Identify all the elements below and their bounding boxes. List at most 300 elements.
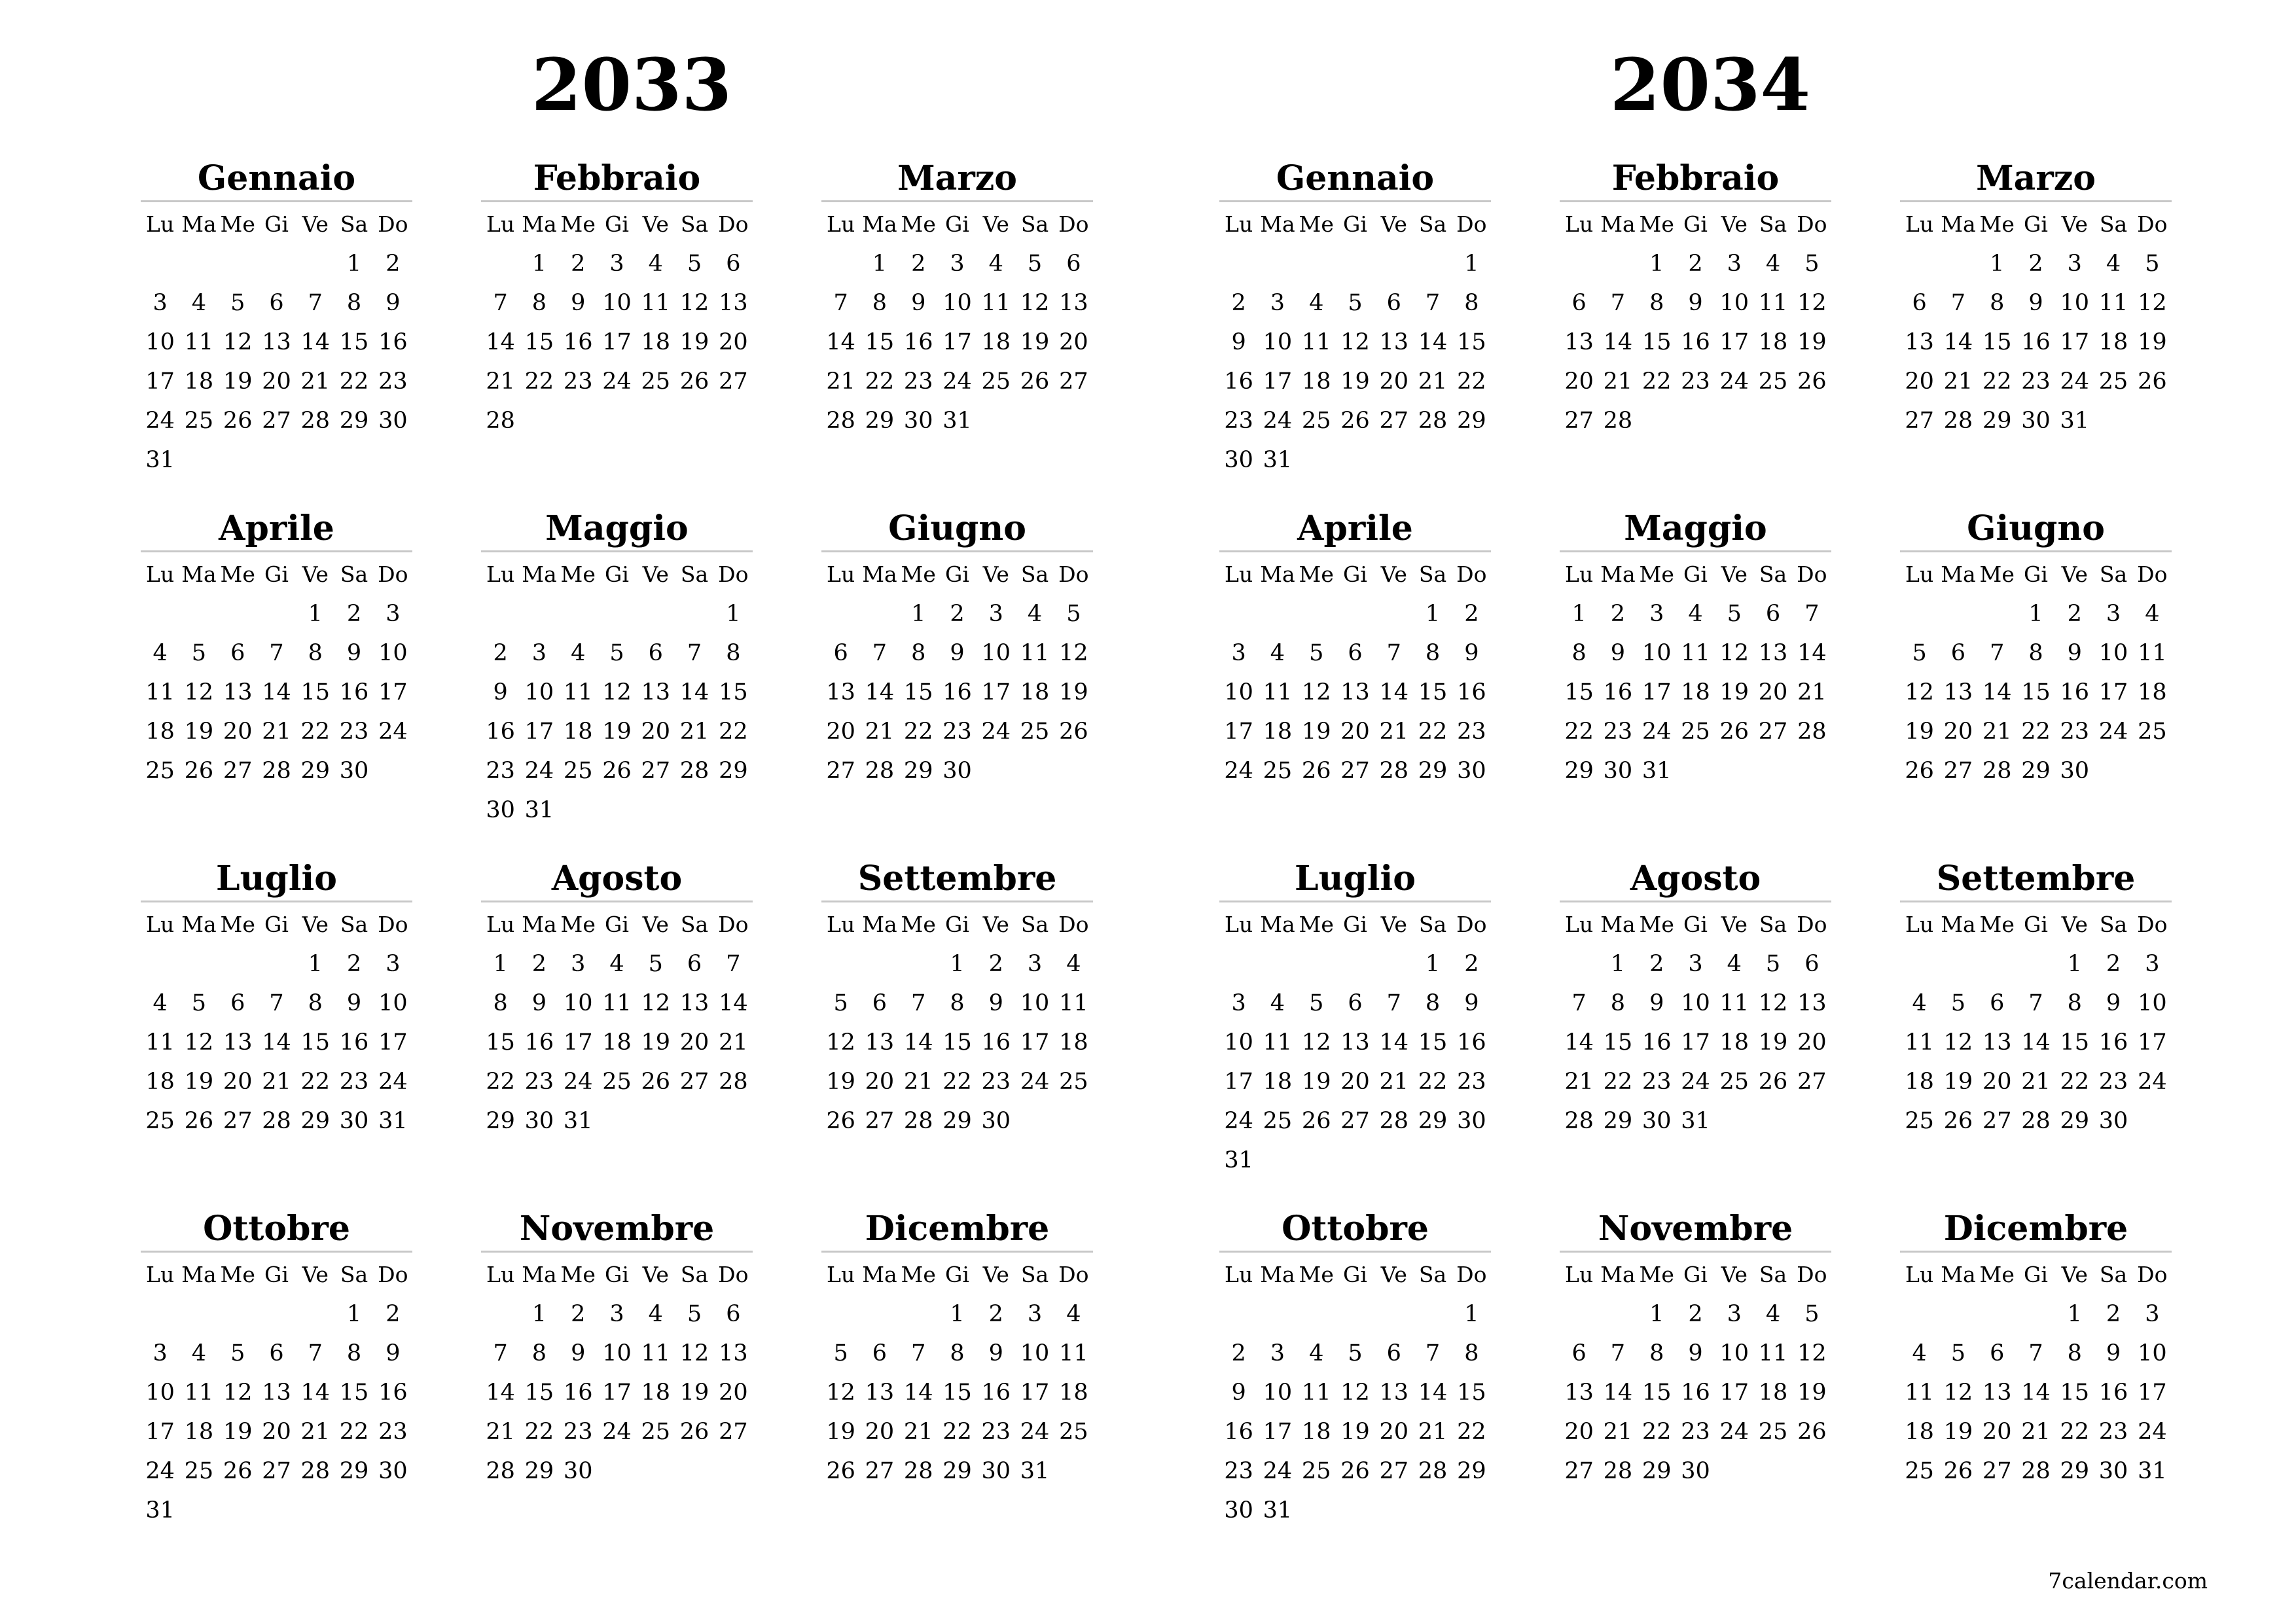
empty-day-cell — [219, 594, 257, 633]
day-cell: 23 — [1224, 1458, 1253, 1484]
day-cell: 15 — [300, 679, 331, 705]
month-calendar — [1900, 507, 2172, 791]
day-cell: 20 — [865, 1069, 895, 1095]
month-day-grid — [481, 1255, 753, 1491]
day-cell: 6 — [230, 640, 245, 666]
day-cell: 5 — [1348, 1340, 1363, 1366]
empty-day-cell — [1374, 244, 1413, 283]
weekday-header: Gi — [605, 912, 629, 937]
day-cell: 25 — [184, 1458, 214, 1484]
weekday-header: Ma — [1600, 211, 1636, 237]
day-cell: 3 — [386, 951, 401, 977]
weekday-header: Ve — [1721, 912, 1748, 937]
day-cell: 12 — [1943, 1029, 1973, 1056]
day-cell: 18 — [1905, 1419, 1934, 1445]
empty-day-cell — [1219, 244, 1258, 283]
day-cell: 20 — [262, 1419, 291, 1445]
day-cell: 1 — [1425, 601, 1441, 627]
day-cell: 2 — [346, 601, 362, 627]
empty-day-cell — [1413, 244, 1452, 283]
day-cell: 2 — [571, 1301, 586, 1327]
day-cell: 25 — [1020, 719, 1050, 745]
day-cell: 4 — [988, 251, 1003, 277]
day-cell: 9 — [1464, 640, 1479, 666]
day-cell: 23 — [339, 1069, 369, 1095]
weekday-header: Sa — [1020, 211, 1049, 237]
day-cell: 29 — [339, 1458, 369, 1484]
day-cell: 13 — [865, 1029, 895, 1056]
day-cell: 14 — [903, 1029, 933, 1056]
day-cell: 30 — [486, 797, 515, 823]
empty-day-cell — [1900, 244, 1939, 283]
day-cell: 11 — [1681, 640, 1710, 666]
empty-day-cell — [2017, 944, 2055, 984]
day-cell: 4 — [1688, 601, 1703, 627]
empty-day-cell — [821, 594, 860, 633]
empty-day-cell — [1900, 944, 1939, 984]
day-cell: 17 — [2138, 1029, 2167, 1056]
day-cell: 21 — [1379, 1069, 1409, 1095]
weekday-header: Ve — [642, 1262, 669, 1287]
day-cell: 6 — [872, 1340, 888, 1366]
day-cell: 10 — [1224, 679, 1253, 705]
day-cell: 6 — [648, 640, 663, 666]
day-cell: 3 — [1270, 1340, 1285, 1366]
day-cell: 7 — [269, 990, 284, 1016]
day-cell: 10 — [2138, 1340, 2167, 1366]
weekday-header: Me — [220, 562, 255, 587]
day-cell: 16 — [378, 1380, 408, 1406]
day-cell: 11 — [1059, 990, 1088, 1016]
day-cell: 7 — [1990, 640, 2005, 666]
day-cell: 16 — [339, 1029, 369, 1056]
day-cell: 16 — [2060, 679, 2090, 705]
day-cell: 31 — [563, 1108, 593, 1134]
day-cell: 4 — [191, 1340, 207, 1366]
day-cell: 3 — [2145, 951, 2160, 977]
month-calendar — [1219, 1207, 1491, 1530]
empty-day-cell — [1219, 594, 1258, 633]
day-cell: 16 — [2098, 1380, 2128, 1406]
day-cell: 17 — [524, 719, 554, 745]
day-cell: 21 — [262, 1069, 291, 1095]
day-cell: 18 — [981, 329, 1011, 355]
weekday-header: Sa — [1020, 1262, 1049, 1287]
day-cell: 1 — [531, 1301, 547, 1327]
day-cell: 28 — [719, 1069, 748, 1095]
day-cell: 5 — [609, 640, 624, 666]
month-calendar — [821, 507, 1093, 791]
day-cell: 13 — [1340, 679, 1370, 705]
weekday-header: Ve — [302, 562, 329, 587]
day-cell: 4 — [1027, 601, 1043, 627]
weekday-header: Ve — [982, 1262, 1009, 1287]
year-title: 2033 — [531, 43, 732, 127]
day-cell: 3 — [950, 251, 965, 277]
weekday-header: Ve — [2061, 912, 2088, 937]
day-cell: 19 — [184, 1069, 214, 1095]
day-cell: 24 — [2060, 368, 2090, 395]
weekday-header: Gi — [264, 562, 289, 587]
day-cell: 30 — [2060, 758, 2090, 784]
day-cell: 15 — [865, 329, 895, 355]
day-cell: 10 — [2060, 290, 2090, 316]
day-cell: 19 — [1797, 329, 1827, 355]
weekday-header: Ve — [302, 211, 329, 237]
day-cell: 8 — [1649, 290, 1664, 316]
weekday-header: Gi — [1683, 562, 1708, 587]
day-cell: 22 — [1641, 1419, 1672, 1445]
day-cell: 14 — [865, 679, 895, 705]
weekday-header: Lu — [146, 1262, 175, 1287]
day-cell: 22 — [903, 719, 933, 745]
day-cell: 23 — [2098, 1419, 2128, 1445]
day-cell: 11 — [2098, 290, 2128, 316]
empty-day-cell — [1336, 594, 1374, 633]
day-cell: 10 — [2098, 640, 2128, 666]
day-cell: 3 — [386, 601, 401, 627]
day-cell: 24 — [1263, 408, 1293, 434]
weekday-header: Do — [378, 1262, 408, 1287]
day-cell: 1 — [346, 1301, 362, 1327]
day-cell: 28 — [903, 1108, 933, 1134]
month-day-grid — [1900, 205, 2172, 440]
day-cell: 24 — [602, 1419, 632, 1445]
month-title: Dicembre — [1900, 1207, 2172, 1253]
empty-day-cell — [1219, 944, 1258, 984]
day-cell: 26 — [223, 408, 253, 434]
month-title: Novembre — [1560, 1207, 1831, 1253]
day-cell: 18 — [1758, 329, 1788, 355]
day-cell: 10 — [602, 1340, 632, 1366]
day-cell: 21 — [1603, 368, 1633, 395]
day-cell: 22 — [865, 368, 895, 395]
day-cell: 25 — [641, 368, 671, 395]
day-cell: 16 — [2021, 329, 2051, 355]
weekday-header: Ma — [1941, 912, 1976, 937]
day-cell: 16 — [563, 329, 593, 355]
weekday-header: Me — [901, 912, 936, 937]
day-cell: 11 — [1758, 1340, 1788, 1366]
day-cell: 30 — [1224, 1497, 1253, 1524]
day-cell: 28 — [1564, 1108, 1594, 1134]
weekday-header: Ma — [1941, 211, 1976, 237]
month-day-grid — [1219, 905, 1491, 1180]
day-cell: 14 — [262, 1029, 291, 1056]
day-cell: 4 — [1912, 990, 1927, 1016]
day-cell: 24 — [1020, 1069, 1050, 1095]
day-cell: 8 — [950, 990, 965, 1016]
day-cell: 15 — [339, 1380, 369, 1406]
day-cell: 4 — [609, 951, 624, 977]
month-day-grid — [821, 905, 1093, 1141]
day-cell: 25 — [145, 1108, 175, 1134]
day-cell: 14 — [300, 1380, 331, 1406]
weekday-header: Lu — [827, 562, 855, 587]
day-cell: 25 — [641, 1419, 671, 1445]
weekday-header: Me — [1299, 562, 1334, 587]
day-cell: 10 — [1224, 1029, 1253, 1056]
day-cell: 18 — [1719, 1029, 1749, 1056]
day-cell: 27 — [1905, 408, 1934, 434]
day-cell: 19 — [679, 1380, 709, 1406]
day-cell: 12 — [1797, 1340, 1827, 1366]
day-cell: 6 — [1990, 990, 2005, 1016]
weekday-header: Sa — [1759, 211, 1787, 237]
day-cell: 2 — [1649, 951, 1664, 977]
day-cell: 7 — [1804, 601, 1820, 627]
weekday-header: Me — [1979, 211, 2015, 237]
day-cell: 13 — [262, 329, 291, 355]
empty-day-cell — [179, 1294, 218, 1334]
empty-day-cell — [860, 944, 899, 984]
day-cell: 14 — [2021, 1029, 2051, 1056]
day-cell: 22 — [1418, 1069, 1448, 1095]
day-cell: 18 — [1263, 719, 1293, 745]
day-cell: 12 — [1059, 640, 1088, 666]
day-cell: 12 — [602, 679, 632, 705]
day-cell: 22 — [339, 1419, 369, 1445]
day-cell: 29 — [1564, 758, 1594, 784]
day-cell: 29 — [942, 1458, 972, 1484]
weekday-header: Lu — [1225, 1262, 1253, 1287]
day-cell: 10 — [1020, 990, 1050, 1016]
empty-day-cell — [1978, 1294, 2017, 1334]
day-cell: 14 — [1564, 1029, 1594, 1056]
empty-day-cell — [1598, 244, 1637, 283]
weekday-header: Me — [1979, 562, 2015, 587]
day-cell: 1 — [1990, 251, 2005, 277]
day-cell: 31 — [2138, 1458, 2167, 1484]
day-cell: 19 — [2138, 329, 2167, 355]
weekday-header: Do — [718, 1262, 749, 1287]
day-cell: 10 — [145, 329, 175, 355]
day-cell: 30 — [1641, 1108, 1672, 1134]
month-calendar — [1219, 857, 1491, 1180]
empty-day-cell — [257, 944, 296, 984]
day-cell: 18 — [1758, 1380, 1788, 1406]
weekday-header: Ma — [1600, 1262, 1636, 1287]
day-cell: 21 — [679, 719, 709, 745]
day-cell: 16 — [1641, 1029, 1672, 1056]
day-cell: 9 — [1231, 1380, 1246, 1406]
month-day-grid — [821, 205, 1093, 440]
month-title: Agosto — [481, 857, 753, 902]
empty-day-cell — [1374, 944, 1413, 984]
day-cell: 2 — [493, 640, 508, 666]
month-calendar — [821, 857, 1093, 1141]
weekday-header: Do — [1058, 1262, 1089, 1287]
weekday-header: Lu — [1225, 562, 1253, 587]
day-cell: 5 — [1950, 1340, 1966, 1366]
day-cell: 11 — [641, 1340, 671, 1366]
day-cell: 26 — [1020, 368, 1050, 395]
weekday-header: Lu — [1905, 912, 1934, 937]
weekday-header: Me — [560, 912, 596, 937]
weekday-header: Do — [718, 211, 749, 237]
day-cell: 13 — [719, 1340, 748, 1366]
weekday-header: Gi — [1343, 562, 1367, 587]
day-cell: 16 — [1681, 329, 1710, 355]
day-cell: 11 — [981, 290, 1011, 316]
empty-day-cell — [1258, 594, 1297, 633]
empty-day-cell — [481, 594, 520, 633]
month-day-grid — [141, 905, 412, 1141]
weekday-header: Me — [560, 211, 596, 237]
empty-day-cell — [141, 594, 179, 633]
month-title: Giugno — [821, 507, 1093, 552]
day-cell: 2 — [2067, 601, 2082, 627]
day-cell: 24 — [145, 1458, 175, 1484]
day-cell: 21 — [1379, 719, 1409, 745]
month-day-grid — [1219, 205, 1491, 480]
day-cell: 14 — [903, 1380, 933, 1406]
day-cell: 21 — [2021, 1419, 2051, 1445]
weekday-header: Ma — [1260, 211, 1295, 237]
day-cell: 8 — [346, 290, 362, 316]
day-cell: 15 — [524, 329, 554, 355]
day-cell: 21 — [262, 719, 291, 745]
weekday-header: Sa — [680, 912, 709, 937]
month-calendar — [1219, 157, 1491, 480]
month-title: Marzo — [821, 157, 1093, 202]
day-cell: 2 — [571, 251, 586, 277]
day-cell: 30 — [378, 1458, 408, 1484]
weekday-header: Me — [560, 562, 596, 587]
day-cell: 5 — [1950, 990, 1966, 1016]
day-cell: 5 — [2145, 251, 2160, 277]
day-cell: 9 — [1610, 640, 1626, 666]
day-cell: 16 — [1603, 679, 1633, 705]
day-cell: 17 — [1263, 368, 1293, 395]
day-cell: 7 — [872, 640, 888, 666]
month-calendar — [821, 1207, 1093, 1491]
day-cell: 6 — [1804, 951, 1820, 977]
day-cell: 22 — [942, 1069, 972, 1095]
weekday-header: Do — [718, 912, 749, 937]
month-title: Maggio — [481, 507, 753, 552]
day-cell: 27 — [1797, 1069, 1827, 1095]
weekday-header: Me — [1299, 211, 1334, 237]
day-cell: 13 — [719, 290, 748, 316]
weekday-header: Sa — [1418, 1262, 1447, 1287]
weekday-header: Ve — [1380, 1262, 1407, 1287]
day-cell: 8 — [531, 1340, 547, 1366]
weekday-header: Sa — [1759, 912, 1787, 937]
weekday-header: Ma — [522, 912, 557, 937]
day-cell: 27 — [1340, 758, 1370, 784]
day-cell: 7 — [1610, 290, 1626, 316]
day-cell: 31 — [1681, 1108, 1710, 1134]
day-cell: 19 — [1020, 329, 1050, 355]
day-cell: 12 — [184, 679, 214, 705]
day-cell: 3 — [531, 640, 547, 666]
month-calendar — [1560, 1207, 1831, 1491]
weekday-header: Me — [1639, 912, 1674, 937]
day-cell: 30 — [981, 1108, 1011, 1134]
day-cell: 13 — [1379, 329, 1409, 355]
day-cell: 17 — [2138, 1380, 2167, 1406]
weekday-header: Lu — [1225, 912, 1253, 937]
day-cell: 19 — [1758, 1029, 1788, 1056]
day-cell: 24 — [524, 758, 554, 784]
day-cell: 4 — [648, 251, 663, 277]
day-cell: 17 — [145, 368, 175, 395]
day-cell: 19 — [602, 719, 632, 745]
day-cell: 28 — [300, 408, 331, 434]
day-cell: 24 — [563, 1069, 593, 1095]
day-cell: 11 — [1301, 329, 1331, 355]
day-cell: 31 — [145, 447, 175, 473]
weekday-header: Sa — [1020, 912, 1049, 937]
day-cell: 8 — [2028, 640, 2043, 666]
day-cell: 17 — [563, 1029, 593, 1056]
empty-day-cell — [219, 1294, 257, 1334]
weekday-header: Do — [1058, 211, 1089, 237]
month-calendar — [141, 507, 412, 791]
empty-day-cell — [219, 244, 257, 283]
day-cell: 17 — [1681, 1029, 1710, 1056]
day-cell: 26 — [184, 758, 214, 784]
day-cell: 30 — [1457, 758, 1486, 784]
month-title: Febbraio — [481, 157, 753, 202]
day-cell: 10 — [981, 640, 1011, 666]
day-cell: 5 — [687, 251, 702, 277]
weekday-header: Ma — [1260, 912, 1295, 937]
day-cell: 15 — [719, 679, 748, 705]
month-title: Marzo — [1900, 157, 2172, 202]
month-day-grid — [1560, 1255, 1831, 1491]
day-cell: 23 — [1681, 368, 1710, 395]
empty-day-cell — [559, 594, 598, 633]
day-cell: 2 — [1688, 1301, 1703, 1327]
day-cell: 4 — [1765, 251, 1781, 277]
day-cell: 18 — [1059, 1380, 1088, 1406]
day-cell: 26 — [1943, 1108, 1973, 1134]
day-cell: 5 — [833, 1340, 848, 1366]
day-cell: 17 — [602, 329, 632, 355]
day-cell: 25 — [1905, 1108, 1934, 1134]
weekday-header: Lu — [486, 912, 515, 937]
day-cell: 7 — [493, 290, 508, 316]
day-cell: 23 — [2060, 719, 2090, 745]
day-cell: 27 — [826, 758, 855, 784]
weekday-header: Do — [1456, 211, 1487, 237]
day-cell: 25 — [2138, 719, 2167, 745]
day-cell: 9 — [988, 990, 1003, 1016]
month-title: Luglio — [1219, 857, 1491, 902]
day-cell: 22 — [1457, 368, 1486, 395]
day-cell: 5 — [230, 1340, 245, 1366]
day-cell: 6 — [1348, 990, 1363, 1016]
day-cell: 20 — [1982, 1419, 2012, 1445]
day-cell: 18 — [184, 368, 214, 395]
day-cell: 15 — [903, 679, 933, 705]
day-cell: 13 — [1905, 329, 1934, 355]
month-day-grid — [481, 905, 753, 1141]
day-cell: 21 — [1797, 679, 1827, 705]
day-cell: 19 — [1301, 719, 1331, 745]
day-cell: 29 — [1418, 1108, 1448, 1134]
day-cell: 18 — [1681, 679, 1710, 705]
day-cell: 20 — [1340, 1069, 1370, 1095]
day-cell: 6 — [230, 990, 245, 1016]
day-cell: 19 — [1943, 1069, 1973, 1095]
day-cell: 25 — [981, 368, 1011, 395]
empty-day-cell — [179, 594, 218, 633]
day-cell: 21 — [1564, 1069, 1594, 1095]
month-day-grid — [481, 555, 753, 830]
